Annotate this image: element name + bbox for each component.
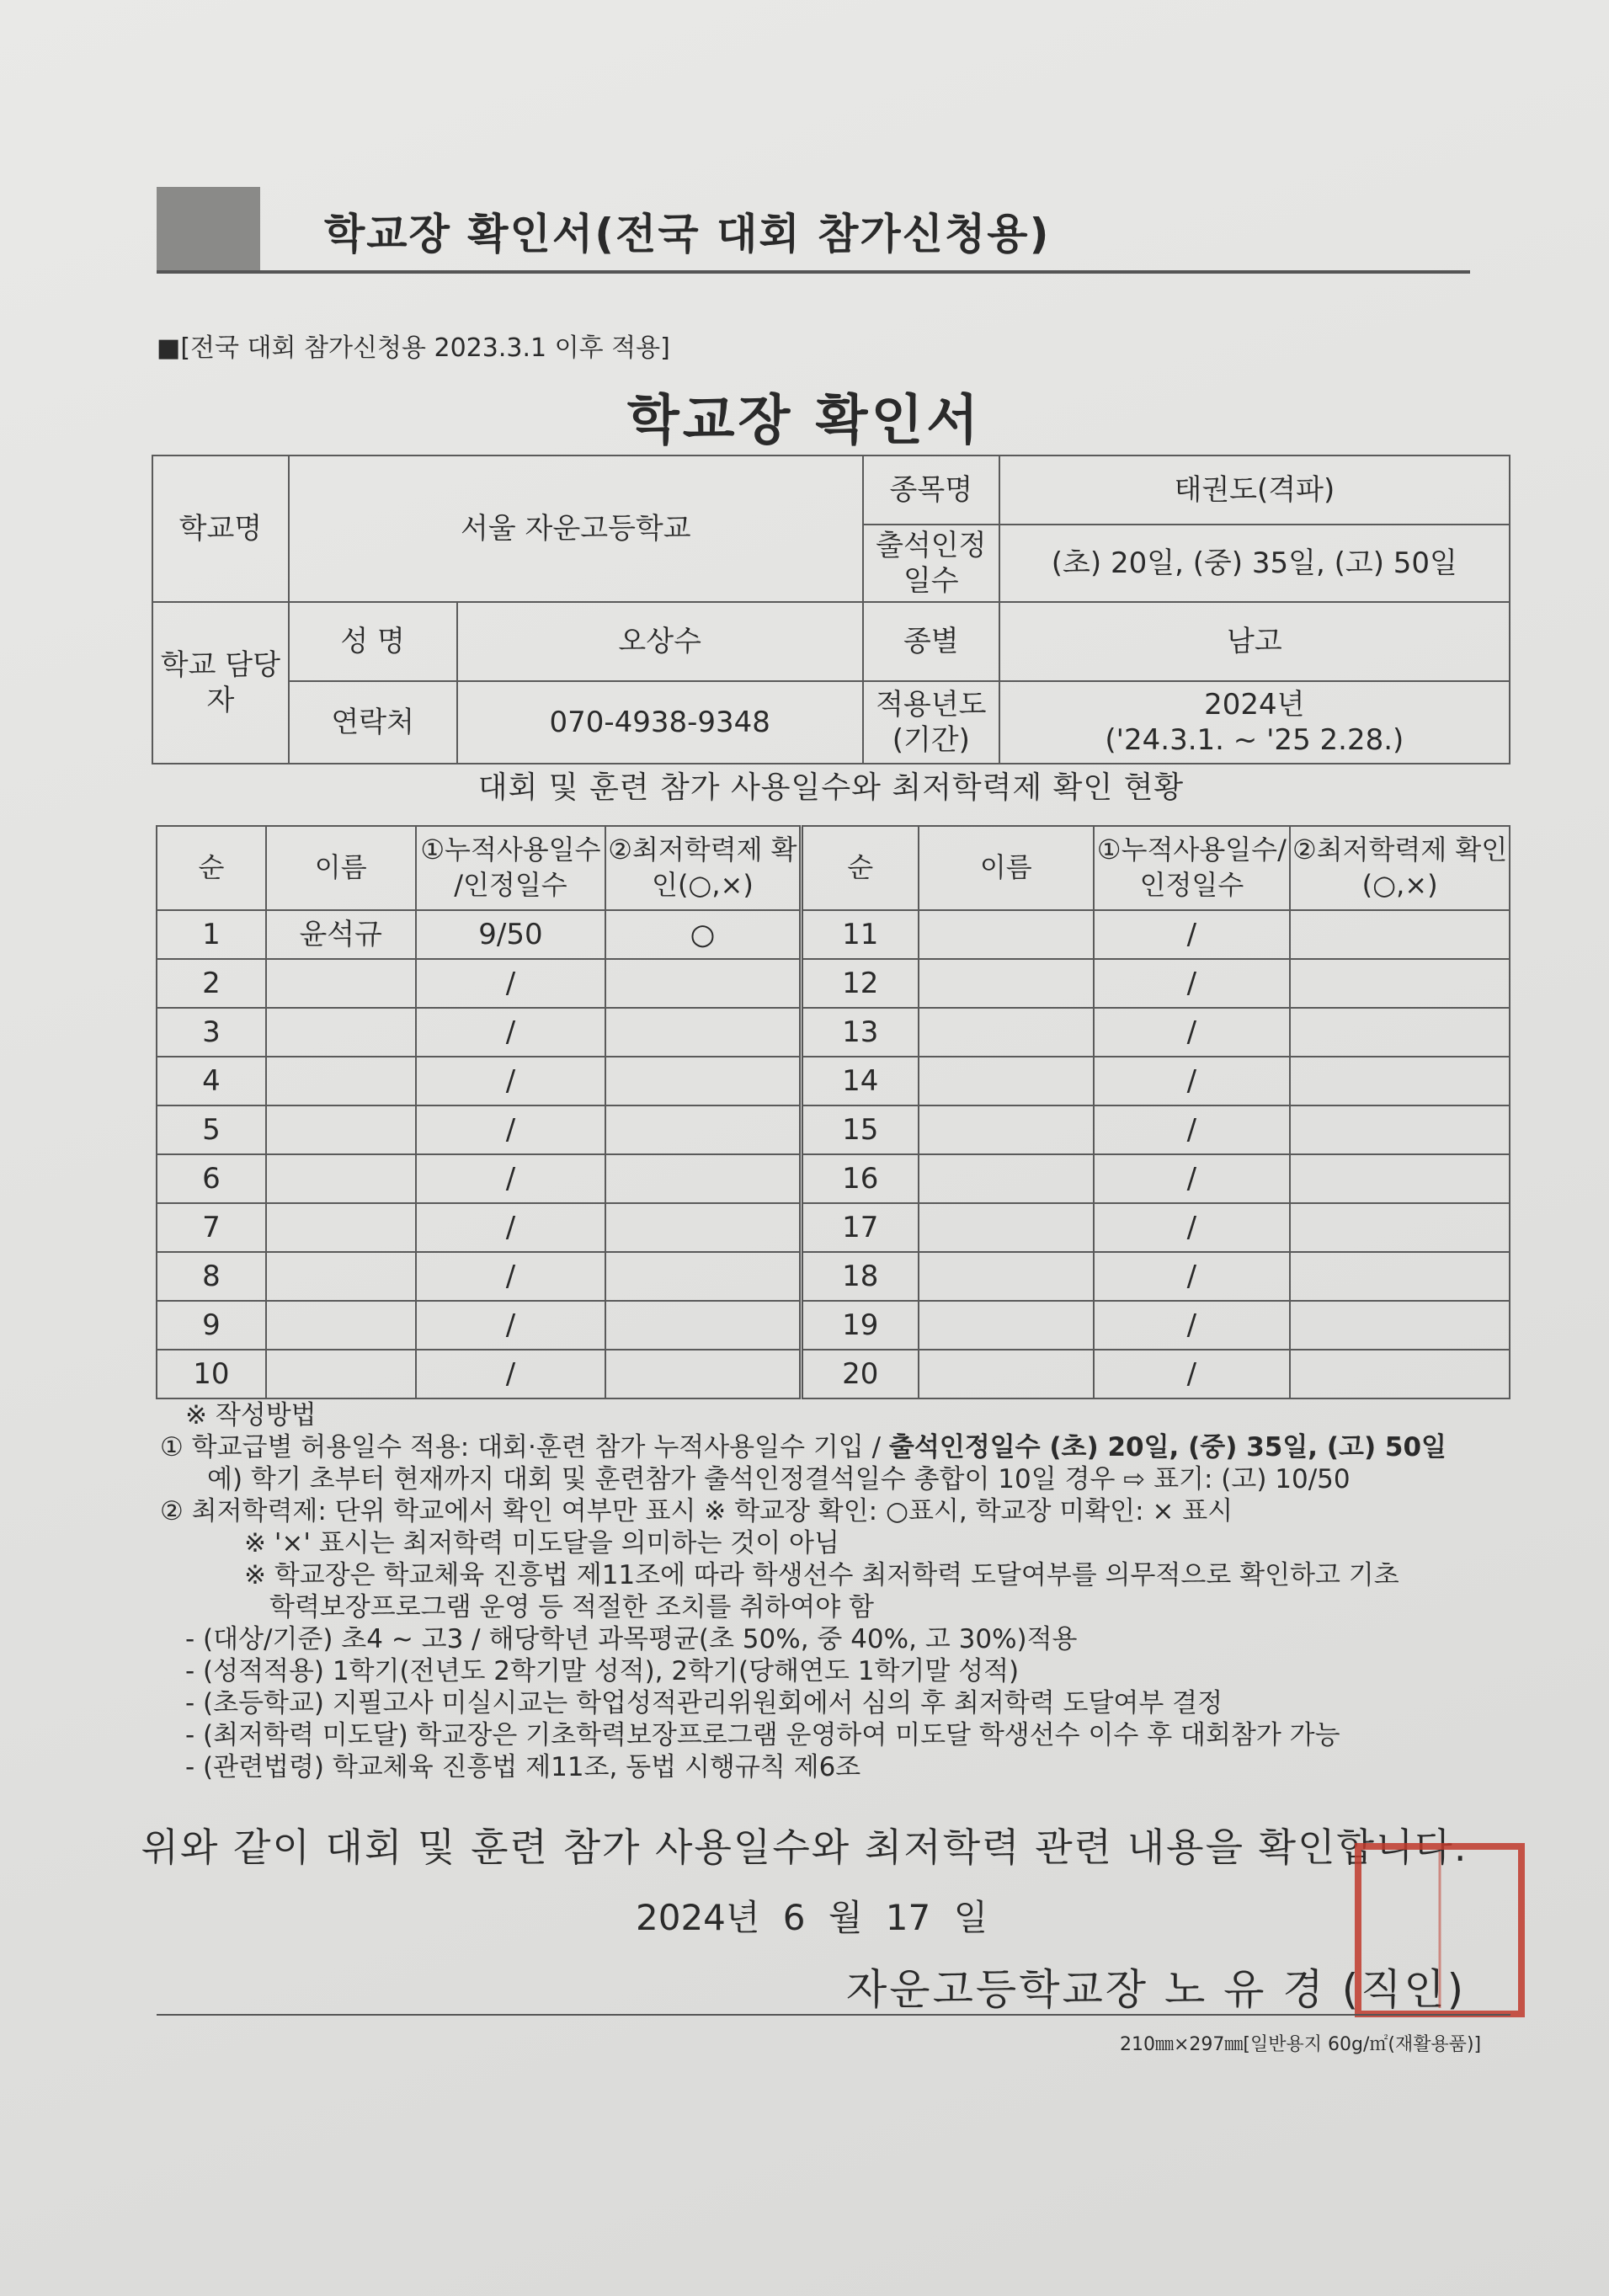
manager-name-label: 성 명: [289, 602, 457, 681]
cell-name-2: [919, 910, 1094, 959]
cell-check-1: [605, 1203, 801, 1252]
year-value-line1: 2024년: [1204, 687, 1305, 722]
instruction-line-3: ② 최저학력제: 단위 학교에서 확인 여부만 표시 ※ 학교장 확인: ○표시, 학교장 미확인: × 표시: [160, 1496, 1233, 1526]
cell-days-1: /: [416, 1105, 606, 1154]
cell-check-2: [1290, 1301, 1510, 1350]
cell-name-2: [919, 1252, 1094, 1301]
cell-name-1: [266, 1301, 416, 1350]
cell-no-2: 12: [801, 959, 919, 1008]
instruction-line-1-bold: 출석인정일수 (초) 20일, (중) 35일, (고) 50일: [888, 1432, 1447, 1462]
cell-days-2: /: [1094, 910, 1291, 959]
cell-no-1: 5: [157, 1105, 266, 1154]
cell-no-1: 9: [157, 1301, 266, 1350]
col-header-days-1: ①누적사용일수 /인정일수: [416, 826, 606, 910]
cell-check-2: [1290, 1350, 1510, 1398]
instruction-line-7: - (대상/기준) 초4 ~ 고3 / 해당학년 과목평균(초 50%, 중 40%, 고 30%)적용: [185, 1624, 1078, 1654]
instructions: [160, 1399, 1524, 1783]
cell-name-1: [266, 1203, 416, 1252]
table-row: [157, 959, 1510, 1008]
instructions-heading: ※ 작성방법: [185, 1400, 317, 1430]
paper-spec-note: 210㎜×297㎜[일반용지 60g/㎡(재활용품)]: [1120, 2034, 1482, 2055]
table-row: [157, 1057, 1510, 1105]
cell-days-2: /: [1094, 1350, 1291, 1398]
table-row: [157, 1350, 1510, 1398]
attendance-label: 출석인정 일수: [863, 525, 999, 602]
table-row: [157, 1301, 1510, 1350]
cell-name-2: [919, 1154, 1094, 1203]
cell-check-2: [1290, 1057, 1510, 1105]
cell-check-1: [605, 1252, 801, 1301]
cell-no-2: 17: [801, 1203, 919, 1252]
cell-no-2: 18: [801, 1252, 919, 1301]
cell-name-2: [919, 1301, 1094, 1350]
col-header-name-2: 이름: [919, 826, 1094, 910]
col-header-check-2: ②최저학력제 확인(○,×): [1290, 826, 1510, 910]
manager-label: 학교 담당자: [152, 602, 289, 764]
cell-days-1: /: [416, 1252, 606, 1301]
cell-check-1: ○: [605, 910, 801, 959]
cell-no-2: 16: [801, 1154, 919, 1203]
table-row: [157, 1154, 1510, 1203]
cell-no-1: 4: [157, 1057, 266, 1105]
cell-name-2: [919, 1008, 1094, 1057]
col-header-check-1: ②최저학력제 확인(○,×): [605, 826, 801, 910]
footer-rule: [157, 2014, 1510, 2016]
gender-value: 남고: [999, 602, 1510, 681]
table-row: [157, 910, 1510, 959]
cell-no-1: 10: [157, 1350, 266, 1398]
cell-days-1: 9/50: [416, 910, 606, 959]
cell-name-2: [919, 1105, 1094, 1154]
cell-check-2: [1290, 910, 1510, 959]
instruction-line-11: - (관련법령) 학교체육 진흥법 제11조, 동법 시행규칙 제6조: [185, 1752, 861, 1782]
cell-name-1: [266, 1154, 416, 1203]
official-seal-stamp: [1351, 1840, 1528, 2021]
col-header-no-2: 순: [801, 826, 919, 910]
cell-name-2: [919, 1057, 1094, 1105]
cell-no-1: 1: [157, 910, 266, 959]
col-header-name-1: 이름: [266, 826, 416, 910]
grid-body: [157, 910, 1510, 1398]
issue-date: 2024년 6 월 17 일: [636, 1897, 988, 1938]
cell-name-1: [266, 959, 416, 1008]
cell-check-2: [1290, 1105, 1510, 1154]
cell-days-2: /: [1094, 1203, 1291, 1252]
cell-no-2: 15: [801, 1105, 919, 1154]
instruction-line-5: ※ 학교장은 학교체육 진흥법 제11조에 따라 학생선수 최저학력 도달여부를 의무적으로 확인하고 기초: [244, 1560, 1399, 1590]
cell-days-1: /: [416, 1203, 606, 1252]
cell-name-2: [919, 1203, 1094, 1252]
year-label: 적용년도 (기간): [863, 681, 999, 764]
principal-signature-line: 자운고등학교장 노 유 경 (직인): [846, 1965, 1467, 2014]
col-header-days-2: ①누적사용일수/ 인정일수: [1094, 826, 1291, 910]
cell-name-1: [266, 1008, 416, 1057]
cell-name-1: [266, 1057, 416, 1105]
instruction-line-1-plain: ① 학교급별 허용일수 적용: 대회·훈련 참가 누적사용일수 기입 /: [160, 1432, 889, 1462]
cell-check-1: [605, 1057, 801, 1105]
cell-days-1: /: [416, 1008, 606, 1057]
gender-label: 종별: [863, 602, 999, 681]
status-grid: [156, 825, 1510, 1399]
instruction-line-1: [160, 1431, 1524, 1463]
grid-header-row: [157, 826, 1510, 910]
manager-name-value: 오상수: [457, 602, 863, 681]
cell-check-2: [1290, 959, 1510, 1008]
cell-days-1: /: [416, 959, 606, 1008]
table-row: [157, 1252, 1510, 1301]
col-header-no-1: 순: [157, 826, 266, 910]
cell-no-1: 6: [157, 1154, 266, 1203]
cell-no-2: 20: [801, 1350, 919, 1398]
school-name-value: 서울 자운고등학교: [289, 455, 863, 602]
contact-label: 연락처: [289, 681, 457, 764]
cell-check-2: [1290, 1203, 1510, 1252]
cell-name-1: [266, 1252, 416, 1301]
cell-check-1: [605, 1301, 801, 1350]
cell-no-2: 14: [801, 1057, 919, 1105]
header-title: 학교장 확인서(전국 대회 참가신청용): [324, 210, 1051, 258]
cell-no-2: 11: [801, 910, 919, 959]
header-rule: [157, 270, 1470, 274]
cell-days-1: /: [416, 1057, 606, 1105]
cell-no-1: 3: [157, 1008, 266, 1057]
cell-check-1: [605, 1105, 801, 1154]
instruction-line-2: 예) 학기 초부터 현재까지 대회 및 훈련참가 출석인정결석일수 총합이 10일 경우 ⇨ 표기: (고) 10/50: [207, 1464, 1351, 1494]
cell-name-1: [266, 1105, 416, 1154]
contact-value: 070-4938-9348: [457, 681, 863, 764]
cell-name-2: [919, 959, 1094, 1008]
cell-no-2: 13: [801, 1008, 919, 1057]
attendance-value: (초) 20일, (중) 35일, (고) 50일: [999, 525, 1510, 602]
table-row: [157, 1008, 1510, 1057]
cell-check-1: [605, 1154, 801, 1203]
instruction-line-4: ※ '×' 표시는 최저학력 미도달을 의미하는 것이 아님: [244, 1528, 839, 1558]
cell-days-1: /: [416, 1350, 606, 1398]
year-value-line2: ('24.3.1. ~ '25 2.28.): [1105, 723, 1404, 757]
cell-days-2: /: [1094, 1105, 1291, 1154]
cell-no-2: 19: [801, 1301, 919, 1350]
cell-days-2: /: [1094, 1008, 1291, 1057]
year-value: [999, 681, 1510, 764]
cell-days-2: /: [1094, 959, 1291, 1008]
info-table: [152, 455, 1510, 764]
header-gray-block: [157, 187, 260, 274]
cell-check-1: [605, 1350, 801, 1398]
main-title: 학교장 확인서: [626, 390, 983, 452]
cell-name-1: 윤석규: [266, 910, 416, 959]
cell-check-2: [1290, 1008, 1510, 1057]
instruction-line-9: - (초등학교) 지필고사 미실시교는 학업성적관리위원회에서 심의 후 최저학력 도달여부 결정: [185, 1688, 1223, 1718]
status-title: 대회 및 훈련 참가 사용일수와 최저학력제 확인 현황: [477, 770, 1185, 805]
instruction-line-6: 학력보장프로그램 운영 등 적절한 조치를 취하여야 함: [269, 1592, 874, 1622]
cell-days-1: /: [416, 1301, 606, 1350]
top-note: ■[전국 대회 참가신청용 2023.3.1 이후 적용]: [157, 333, 670, 363]
instruction-line-10: - (최저학력 미도달) 학교장은 기초학력보장프로그램 운영하여 미도달 학생선수 이수 후 대회참가 가능: [185, 1720, 1340, 1750]
cell-days-2: /: [1094, 1301, 1291, 1350]
cell-name-2: [919, 1350, 1094, 1398]
table-row: [157, 1105, 1510, 1154]
cell-check-2: [1290, 1252, 1510, 1301]
cell-days-2: /: [1094, 1154, 1291, 1203]
cell-no-1: 8: [157, 1252, 266, 1301]
confirmation-text: 위와 같이 대회 및 훈련 참가 사용일수와 최저학력 관련 내용을 확인합니다.: [141, 1825, 1468, 1870]
cell-name-1: [266, 1350, 416, 1398]
cell-days-2: /: [1094, 1252, 1291, 1301]
school-name-label: 학교명: [152, 455, 289, 602]
cell-days-1: /: [416, 1154, 606, 1203]
event-value: 태권도(격파): [999, 455, 1510, 525]
table-row: [157, 1203, 1510, 1252]
cell-days-2: /: [1094, 1057, 1291, 1105]
cell-no-1: 7: [157, 1203, 266, 1252]
cell-check-2: [1290, 1154, 1510, 1203]
cell-check-1: [605, 1008, 801, 1057]
cell-check-1: [605, 959, 801, 1008]
instruction-line-8: - (성적적용) 1학기(전년도 2학기말 성적), 2학기(당해연도 1학기말 성적): [185, 1656, 1020, 1686]
cell-no-1: 2: [157, 959, 266, 1008]
event-label: 종목명: [863, 455, 999, 525]
